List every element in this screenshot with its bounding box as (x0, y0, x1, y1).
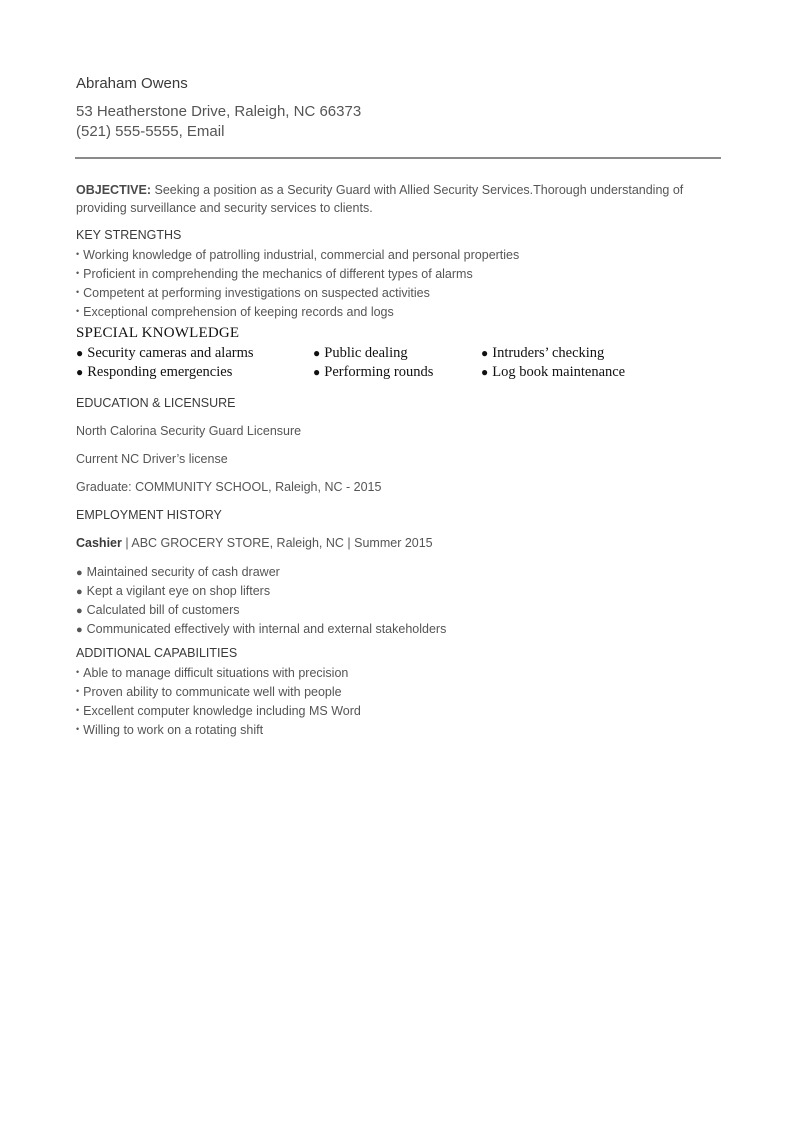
education-heading: EDUCATION & LICENSURE (76, 396, 236, 410)
bullet-icon: ● (313, 365, 321, 379)
education-item: Current NC Driver’s license (76, 452, 228, 466)
bullet-icon: ● (76, 586, 83, 598)
special-knowledge-heading: SPECIAL KNOWLEDGE (76, 325, 240, 341)
list-item: • Proven ability to communicate well with people (76, 685, 342, 699)
applicant-contact: (521) 555-5555, Email (76, 123, 225, 140)
bullet-icon: • (76, 667, 80, 677)
bullet-icon: ● (76, 605, 83, 617)
list-item: • Able to manage difficult situations with precision (76, 666, 349, 680)
bullet-icon: ● (76, 567, 83, 579)
list-item: • Excellent computer knowledge including MS Word (76, 704, 361, 718)
additional-capabilities-list (76, 663, 361, 739)
applicant-name: Abraham Owens (76, 75, 188, 92)
list-item: ● Calculated bill of customers (76, 603, 240, 617)
applicant-address: 53 Heatherstone Drive, Raleigh, NC 66373 (76, 103, 362, 120)
list-item: ● Maintained security of cash drawer (76, 565, 280, 579)
objective-section (76, 181, 721, 217)
employment-heading: EMPLOYMENT HISTORY (76, 508, 222, 522)
bullet-icon: • (76, 306, 80, 316)
education-item: North Calorina Security Guard Licensure (76, 424, 302, 438)
special-knowledge-item: ● Log book maintenance (481, 364, 626, 380)
header-divider (75, 157, 721, 159)
objective-text: Seeking a position as a Security Guard with Allied Security Services.Thorough understanding of providing surveillance and security services to clients. (76, 183, 684, 215)
job-entry (76, 536, 433, 550)
objective-label: OBJECTIVE: (76, 183, 152, 197)
bullet-icon: ● (481, 346, 489, 360)
bullet-icon: • (76, 268, 80, 278)
education-item: Graduate: COMMUNITY SCHOOL, Raleigh, NC - 2015 (76, 480, 382, 494)
key-strengths-list (76, 245, 519, 321)
job-details: | ABC GROCERY STORE, Raleigh, NC | Summer 2015 (121, 536, 433, 550)
list-item: ● Communicated effectively with internal and external stakeholders (76, 622, 447, 636)
employment-duties-list (76, 563, 446, 639)
bullet-icon: ● (313, 346, 321, 360)
special-knowledge-item: ● Performing rounds (313, 364, 434, 380)
key-strengths-heading: KEY STRENGTHS (76, 228, 182, 242)
bullet-icon: • (76, 249, 80, 259)
bullet-icon: ● (481, 365, 489, 379)
list-item: • Exceptional comprehension of keeping records and logs (76, 305, 394, 319)
bullet-icon: • (76, 287, 80, 297)
special-knowledge-item: ● Responding emergencies (76, 364, 233, 380)
bullet-icon: • (76, 686, 80, 696)
special-knowledge-item: ● Public dealing (313, 345, 408, 361)
list-item: • Competent at performing investigations on suspected activities (76, 286, 430, 300)
list-item: ● Kept a vigilant eye on shop lifters (76, 584, 271, 598)
bullet-icon: ● (76, 346, 84, 360)
bullet-icon: ● (76, 624, 83, 636)
list-item: • Proficient in comprehending the mechanics of different types of alarms (76, 267, 473, 281)
special-knowledge-item: ● Intruders’ checking (481, 345, 605, 361)
additional-capabilities-heading: ADDITIONAL CAPABILITIES (76, 646, 238, 660)
bullet-icon: ● (76, 365, 84, 379)
special-knowledge-item: ● Security cameras and alarms (76, 345, 254, 361)
list-item: • Working knowledge of patrolling industrial, commercial and personal properties (76, 248, 520, 262)
job-title: Cashier (76, 536, 122, 550)
list-item: • Willing to work on a rotating shift (76, 723, 264, 737)
bullet-icon: • (76, 724, 80, 734)
bullet-icon: • (76, 705, 80, 715)
